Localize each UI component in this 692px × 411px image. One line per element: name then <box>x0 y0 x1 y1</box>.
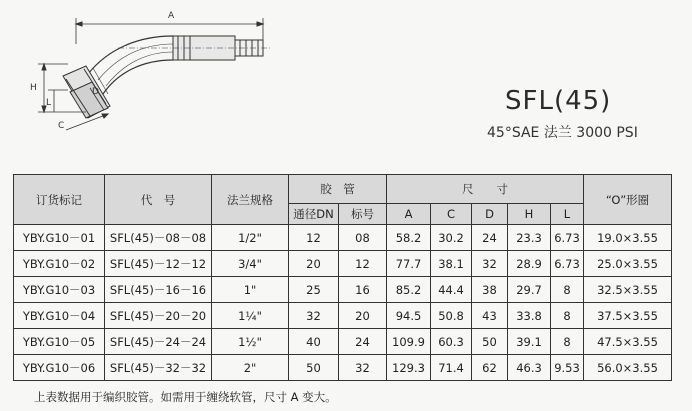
cell-d: 43 <box>472 303 508 329</box>
table-row <box>14 303 672 329</box>
cell-oring: 56.0×3.55 <box>584 355 672 381</box>
cell-mark: 08 <box>339 225 387 251</box>
cell-l: 8 <box>551 329 584 355</box>
cell-order: YBY.G10－05 <box>14 329 105 355</box>
table-row <box>14 355 672 381</box>
header-dn: 通径DN <box>289 204 339 225</box>
cell-l: 8 <box>551 277 584 303</box>
cell-c: 50.8 <box>431 303 472 329</box>
cell-dn: 50 <box>289 355 339 381</box>
header-hose-group: 胶 管 <box>289 175 387 204</box>
cell-dn: 40 <box>289 329 339 355</box>
table-row <box>14 277 672 303</box>
cell-a: 109.9 <box>387 329 431 355</box>
dim-label-h: H <box>30 83 37 93</box>
cell-flange: 1¼" <box>212 303 289 329</box>
spec-table <box>13 174 672 381</box>
cell-code: SFL(45)－08－08 <box>105 225 212 251</box>
cell-oring: 37.5×3.55 <box>584 303 672 329</box>
header-oring: “O”形圈 <box>584 175 672 225</box>
header-l: L <box>551 204 584 225</box>
cell-mark: 20 <box>339 303 387 329</box>
cell-d: 62 <box>472 355 508 381</box>
cell-a: 58.2 <box>387 225 431 251</box>
cell-h: 39.1 <box>508 329 551 355</box>
cell-oring: 25.0×3.55 <box>584 251 672 277</box>
cell-flange: 3/4" <box>212 251 289 277</box>
cell-flange: 1" <box>212 277 289 303</box>
header-flange: 法兰规格 <box>212 175 289 225</box>
cell-a: 129.3 <box>387 355 431 381</box>
cell-dn: 25 <box>289 277 339 303</box>
cell-l: 6.73 <box>551 225 584 251</box>
cell-l: 8 <box>551 303 584 329</box>
fitting-drawing <box>8 4 308 164</box>
cell-flange: 1½" <box>212 329 289 355</box>
header-order-mark: 订货标记 <box>14 175 105 225</box>
cell-c: 30.2 <box>431 225 472 251</box>
cell-order: YBY.G10－06 <box>14 355 105 381</box>
cell-dn: 12 <box>289 225 339 251</box>
table-row <box>14 251 672 277</box>
cell-flange: 1/2" <box>212 225 289 251</box>
cell-l: 9.53 <box>551 355 584 381</box>
cell-code: SFL(45)－32－32 <box>105 355 212 381</box>
header-code: 代 号 <box>105 175 212 225</box>
cell-d: 50 <box>472 329 508 355</box>
cell-c: 60.3 <box>431 329 472 355</box>
cell-mark: 16 <box>339 277 387 303</box>
header-c: C <box>431 204 472 225</box>
header-a: A <box>387 204 431 225</box>
cell-mark: 32 <box>339 355 387 381</box>
cell-c: 71.4 <box>431 355 472 381</box>
footnote: 上表数据用于编织胶管。如需用于缠绕软管，尺寸 A 变大。 <box>34 390 337 404</box>
cell-order: YBY.G10－02 <box>14 251 105 277</box>
cell-a: 85.2 <box>387 277 431 303</box>
cell-a: 77.7 <box>387 251 431 277</box>
cell-oring: 47.5×3.55 <box>584 329 672 355</box>
header-h: H <box>508 204 551 225</box>
header-d: D <box>472 204 508 225</box>
cell-code: SFL(45)－16－16 <box>105 277 212 303</box>
cell-code: SFL(45)－24－24 <box>105 329 212 355</box>
product-subtitle: 45°SAE 法兰 3000 PSI <box>487 125 638 141</box>
cell-h: 23.3 <box>508 225 551 251</box>
cell-order: YBY.G10－03 <box>14 277 105 303</box>
cell-dn: 32 <box>289 303 339 329</box>
cell-h: 46.3 <box>508 355 551 381</box>
cell-h: 28.9 <box>508 251 551 277</box>
cell-dn: 20 <box>289 251 339 277</box>
cell-mark: 12 <box>339 251 387 277</box>
cell-oring: 19.0×3.55 <box>584 225 672 251</box>
cell-mark: 24 <box>339 329 387 355</box>
cell-d: 38 <box>472 277 508 303</box>
table-row <box>14 225 672 251</box>
dim-label-d: D <box>92 87 99 97</box>
product-title: SFL(45) <box>505 86 612 116</box>
cell-order: YBY.G10－01 <box>14 225 105 251</box>
dim-label-c: C <box>58 121 65 131</box>
header-size-group: 尺 寸 <box>387 175 584 204</box>
cell-oring: 32.5×3.55 <box>584 277 672 303</box>
cell-flange: 2" <box>212 355 289 381</box>
cell-c: 38.1 <box>431 251 472 277</box>
cell-a: 94.5 <box>387 303 431 329</box>
cell-code: SFL(45)－12－12 <box>105 251 212 277</box>
dim-label-a: A <box>168 11 175 21</box>
cell-d: 24 <box>472 225 508 251</box>
cell-h: 29.7 <box>508 277 551 303</box>
cell-code: SFL(45)－20－20 <box>105 303 212 329</box>
cell-c: 44.4 <box>431 277 472 303</box>
cell-l: 6.73 <box>551 251 584 277</box>
header-mark: 标号 <box>339 204 387 225</box>
cell-order: YBY.G10－04 <box>14 303 105 329</box>
cell-h: 33.8 <box>508 303 551 329</box>
cell-d: 32 <box>472 251 508 277</box>
table-row <box>14 329 672 355</box>
dim-label-l: L <box>46 98 52 108</box>
